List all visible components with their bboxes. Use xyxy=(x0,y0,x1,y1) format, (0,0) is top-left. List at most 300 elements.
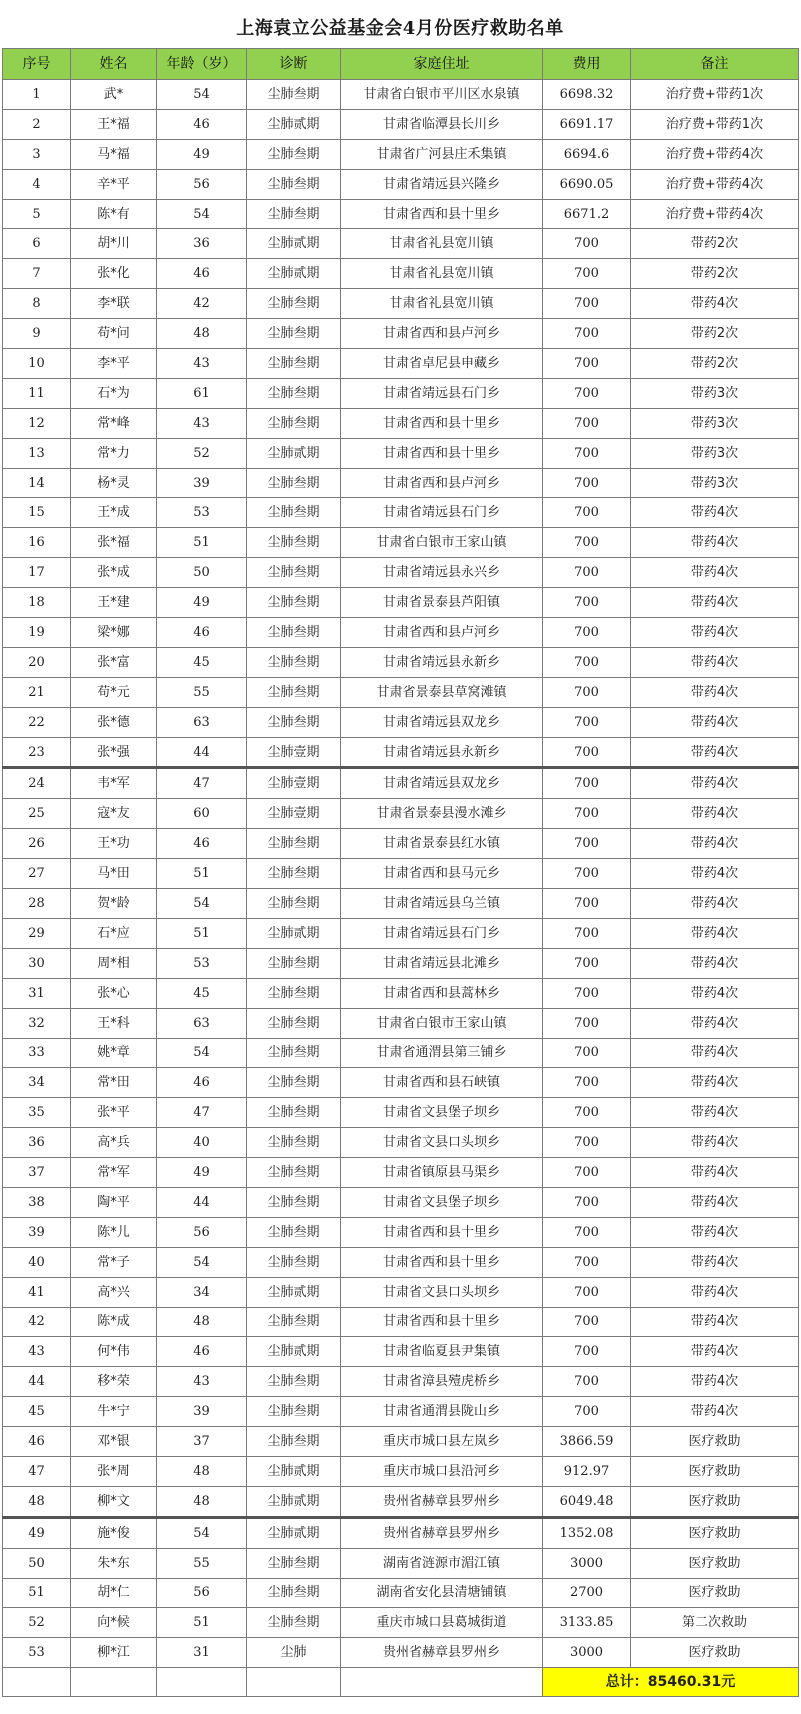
cell-index: 24 xyxy=(3,768,71,799)
table-row xyxy=(3,109,799,139)
cell-diagnosis: 尘肺叁期 xyxy=(247,80,341,110)
cell-remark: 带药4次 xyxy=(631,528,799,558)
table-row xyxy=(3,1456,799,1486)
cell-remark: 医疗救助 xyxy=(631,1548,799,1578)
cell-name: 张*福 xyxy=(71,528,157,558)
cell-address: 甘肃省漳县殪虎桥乡 xyxy=(341,1367,543,1397)
table-row xyxy=(3,829,799,859)
cell-name: 张*周 xyxy=(71,1456,157,1486)
cell-index: 44 xyxy=(3,1367,71,1397)
cell-name: 牛*宁 xyxy=(71,1397,157,1427)
cell-remark: 带药4次 xyxy=(631,588,799,618)
page-title: 上海袁立公益基金会4月份医疗救助名单 xyxy=(236,18,564,39)
cell-diagnosis: 尘肺叁期 xyxy=(247,1608,341,1638)
cell-address: 甘肃省西和县十里乡 xyxy=(341,1217,543,1247)
cell-age: 54 xyxy=(157,199,247,229)
cell-name: 韦*军 xyxy=(71,768,157,799)
cell-address: 甘肃省白银市王家山镇 xyxy=(341,1008,543,1038)
cell-address: 重庆市城口县左岚乡 xyxy=(341,1427,543,1457)
cell-age: 48 xyxy=(157,1486,247,1517)
cell-age: 44 xyxy=(157,1187,247,1217)
cell-age: 55 xyxy=(157,677,247,707)
cell-diagnosis: 尘肺贰期 xyxy=(247,1337,341,1367)
cell-cost: 700 xyxy=(543,768,631,799)
cell-cost: 700 xyxy=(543,737,631,768)
cell-age: 42 xyxy=(157,289,247,319)
cell-diagnosis: 尘肺叁期 xyxy=(247,1367,341,1397)
cell-address: 甘肃省靖远县兴隆乡 xyxy=(341,169,543,199)
cell-address: 甘肃省西和县卢河乡 xyxy=(341,468,543,498)
cell-index: 13 xyxy=(3,438,71,468)
table-row xyxy=(3,169,799,199)
cell-name: 石*为 xyxy=(71,378,157,408)
cell-remark: 带药4次 xyxy=(631,859,799,889)
cell-remark: 带药4次 xyxy=(631,1158,799,1188)
cell-address: 甘肃省西和县马元乡 xyxy=(341,859,543,889)
cell-cost: 2700 xyxy=(543,1578,631,1608)
cell-age: 46 xyxy=(157,1337,247,1367)
cell-remark: 第二次救助 xyxy=(631,1608,799,1638)
cell-diagnosis: 尘肺叁期 xyxy=(247,349,341,379)
cell-age: 49 xyxy=(157,139,247,169)
cell-remark: 带药4次 xyxy=(631,1038,799,1068)
cell-address: 甘肃省靖远县永兴乡 xyxy=(341,558,543,588)
cell-diagnosis: 尘肺壹期 xyxy=(247,737,341,768)
cell-address: 甘肃省白银市王家山镇 xyxy=(341,528,543,558)
spreadsheet xyxy=(2,0,798,1714)
cell-name: 施*俊 xyxy=(71,1517,157,1548)
cell-age: 48 xyxy=(157,319,247,349)
cell-index: 18 xyxy=(3,588,71,618)
cell-diagnosis: 尘肺贰期 xyxy=(247,229,341,259)
cell-cost: 700 xyxy=(543,1008,631,1038)
cell-index: 46 xyxy=(3,1427,71,1457)
cell-index: 9 xyxy=(3,319,71,349)
cell-remark: 治疗费+带药4次 xyxy=(631,169,799,199)
cell-diagnosis: 尘肺叁期 xyxy=(247,1247,341,1277)
table-row xyxy=(3,438,799,468)
cell-index: 48 xyxy=(3,1486,71,1517)
table-row xyxy=(3,707,799,737)
cell-index: 37 xyxy=(3,1158,71,1188)
header-cell-remark: 备注 xyxy=(631,49,799,80)
cell-name: 王*福 xyxy=(71,109,157,139)
cell-diagnosis: 尘肺叁期 xyxy=(247,1158,341,1188)
cell-address: 甘肃省西和县十里乡 xyxy=(341,408,543,438)
cell-remark: 带药3次 xyxy=(631,468,799,498)
cell-address: 甘肃省西和县十里乡 xyxy=(341,1247,543,1277)
cell-remark: 带药4次 xyxy=(631,948,799,978)
cell-index: 14 xyxy=(3,468,71,498)
cell-remark: 医疗救助 xyxy=(631,1517,799,1548)
cell-cost: 700 xyxy=(543,588,631,618)
cell-index: 34 xyxy=(3,1068,71,1098)
cell-remark: 带药4次 xyxy=(631,1098,799,1128)
cell-index: 12 xyxy=(3,408,71,438)
cell-cost: 700 xyxy=(543,1367,631,1397)
cell-cost: 700 xyxy=(543,707,631,737)
cell-name: 陶*平 xyxy=(71,1187,157,1217)
cell-diagnosis: 尘肺贰期 xyxy=(247,1277,341,1307)
table-row xyxy=(3,1367,799,1397)
cell-name: 苟*元 xyxy=(71,677,157,707)
table-row xyxy=(3,1217,799,1247)
cell-remark: 带药4次 xyxy=(631,737,799,768)
cell-name: 常*军 xyxy=(71,1158,157,1188)
cell-index: 36 xyxy=(3,1128,71,1158)
cell-remark: 带药4次 xyxy=(631,889,799,919)
cell-name: 姚*章 xyxy=(71,1038,157,1068)
cell-index: 4 xyxy=(3,169,71,199)
cell-index: 35 xyxy=(3,1098,71,1128)
cell-index: 10 xyxy=(3,349,71,379)
cell-diagnosis: 尘肺叁期 xyxy=(247,677,341,707)
table-row xyxy=(3,1277,799,1307)
cell-diagnosis: 尘肺叁期 xyxy=(247,199,341,229)
cell-diagnosis: 尘肺叁期 xyxy=(247,378,341,408)
cell-index: 42 xyxy=(3,1307,71,1337)
cell-remark: 带药3次 xyxy=(631,378,799,408)
header-cell-name: 姓名 xyxy=(71,49,157,80)
cell-index: 47 xyxy=(3,1456,71,1486)
cell-address: 甘肃省礼县宽川镇 xyxy=(341,289,543,319)
cell-name: 周*相 xyxy=(71,948,157,978)
cell-name: 陈*有 xyxy=(71,199,157,229)
cell-address: 甘肃省卓尼县申藏乡 xyxy=(341,349,543,379)
cell-remark: 带药4次 xyxy=(631,1187,799,1217)
table-row xyxy=(3,1068,799,1098)
cell-remark: 带药4次 xyxy=(631,618,799,648)
cell-age: 39 xyxy=(157,1397,247,1427)
cell-remark: 带药2次 xyxy=(631,229,799,259)
table-row xyxy=(3,1638,799,1668)
table-row xyxy=(3,528,799,558)
cell-diagnosis: 尘肺叁期 xyxy=(247,588,341,618)
cell-cost: 700 xyxy=(543,647,631,677)
cell-address: 甘肃省靖远县永新乡 xyxy=(341,737,543,768)
cell-cost: 700 xyxy=(543,259,631,289)
total-empty-cell xyxy=(71,1668,157,1697)
cell-diagnosis: 尘肺贰期 xyxy=(247,1517,341,1548)
cell-diagnosis: 尘肺叁期 xyxy=(247,1427,341,1457)
cell-age: 63 xyxy=(157,1008,247,1038)
cell-name: 贺*龄 xyxy=(71,889,157,919)
cell-address: 甘肃省西和县十里乡 xyxy=(341,1307,543,1337)
cell-cost: 6690.05 xyxy=(543,169,631,199)
cell-name: 辛*平 xyxy=(71,169,157,199)
cell-remark: 治疗费+带药1次 xyxy=(631,80,799,110)
cell-name: 高*兵 xyxy=(71,1128,157,1158)
cell-age: 36 xyxy=(157,229,247,259)
cell-address: 甘肃省靖远县双龙乡 xyxy=(341,707,543,737)
cell-address: 重庆市城口县沿河乡 xyxy=(341,1456,543,1486)
cell-address: 甘肃省临夏县尹集镇 xyxy=(341,1337,543,1367)
cell-index: 21 xyxy=(3,677,71,707)
cell-name: 何*伟 xyxy=(71,1337,157,1367)
table-row xyxy=(3,1427,799,1457)
cell-age: 54 xyxy=(157,889,247,919)
cell-cost: 700 xyxy=(543,1128,631,1158)
total-empty-cell xyxy=(341,1668,543,1697)
cell-age: 46 xyxy=(157,1068,247,1098)
cell-age: 39 xyxy=(157,468,247,498)
cell-address: 甘肃省广河县庄禾集镇 xyxy=(341,139,543,169)
cell-diagnosis: 尘肺叁期 xyxy=(247,528,341,558)
cell-name: 胡*仁 xyxy=(71,1578,157,1608)
cell-index: 52 xyxy=(3,1608,71,1638)
table-row xyxy=(3,1187,799,1217)
cell-name: 陈*成 xyxy=(71,1307,157,1337)
cell-diagnosis: 尘肺叁期 xyxy=(247,829,341,859)
cell-remark: 带药4次 xyxy=(631,1128,799,1158)
cell-age: 52 xyxy=(157,438,247,468)
cell-remark: 带药4次 xyxy=(631,768,799,799)
cell-name: 高*兴 xyxy=(71,1277,157,1307)
cell-age: 53 xyxy=(157,948,247,978)
cell-diagnosis: 尘肺 xyxy=(247,1638,341,1668)
table-row xyxy=(3,588,799,618)
cell-remark: 带药4次 xyxy=(631,498,799,528)
cell-address: 重庆市城口县葛城街道 xyxy=(341,1608,543,1638)
cell-remark: 医疗救助 xyxy=(631,1427,799,1457)
cell-name: 胡*川 xyxy=(71,229,157,259)
cell-index: 33 xyxy=(3,1038,71,1068)
cell-address: 甘肃省景泰县草窝滩镇 xyxy=(341,677,543,707)
cell-remark: 医疗救助 xyxy=(631,1456,799,1486)
cell-cost: 700 xyxy=(543,1247,631,1277)
cell-index: 5 xyxy=(3,199,71,229)
cell-age: 34 xyxy=(157,1277,247,1307)
cell-address: 湖南省涟源市湄江镇 xyxy=(341,1548,543,1578)
cell-cost: 6694.6 xyxy=(543,139,631,169)
cell-remark: 医疗救助 xyxy=(631,1486,799,1517)
cell-cost: 700 xyxy=(543,408,631,438)
cell-age: 43 xyxy=(157,349,247,379)
cell-index: 30 xyxy=(3,948,71,978)
cell-cost: 700 xyxy=(543,1158,631,1188)
cell-index: 40 xyxy=(3,1247,71,1277)
total-empty-cell xyxy=(3,1668,71,1697)
table-row xyxy=(3,1397,799,1427)
cell-name: 寇*友 xyxy=(71,799,157,829)
cell-age: 55 xyxy=(157,1548,247,1578)
total-amount: 总计：85460.31元 xyxy=(543,1668,799,1697)
cell-cost: 1352.08 xyxy=(543,1517,631,1548)
cell-name: 李*平 xyxy=(71,349,157,379)
cell-address: 甘肃省景泰县芦阳镇 xyxy=(341,588,543,618)
cell-name: 马*田 xyxy=(71,859,157,889)
cell-age: 56 xyxy=(157,169,247,199)
cell-address: 甘肃省景泰县红水镇 xyxy=(341,829,543,859)
cell-index: 20 xyxy=(3,647,71,677)
cell-remark: 带药4次 xyxy=(631,1247,799,1277)
cell-diagnosis: 尘肺贰期 xyxy=(247,109,341,139)
cell-age: 51 xyxy=(157,528,247,558)
cell-index: 8 xyxy=(3,289,71,319)
table-row xyxy=(3,1158,799,1188)
cell-address: 甘肃省礼县宽川镇 xyxy=(341,259,543,289)
cell-index: 26 xyxy=(3,829,71,859)
table-row xyxy=(3,647,799,677)
cell-address: 甘肃省西和县卢河乡 xyxy=(341,618,543,648)
cell-address: 甘肃省西和县十里乡 xyxy=(341,438,543,468)
cell-index: 29 xyxy=(3,918,71,948)
cell-age: 49 xyxy=(157,588,247,618)
cell-name: 武* xyxy=(71,80,157,110)
cell-cost: 700 xyxy=(543,677,631,707)
table-row xyxy=(3,618,799,648)
cell-age: 45 xyxy=(157,978,247,1008)
cell-name: 李*联 xyxy=(71,289,157,319)
cell-diagnosis: 尘肺叁期 xyxy=(247,1038,341,1068)
cell-age: 40 xyxy=(157,1128,247,1158)
table-row xyxy=(3,799,799,829)
cell-age: 63 xyxy=(157,707,247,737)
cell-remark: 带药4次 xyxy=(631,289,799,319)
cell-cost: 6691.17 xyxy=(543,109,631,139)
cell-age: 51 xyxy=(157,918,247,948)
cell-address: 甘肃省通渭县陇山乡 xyxy=(341,1397,543,1427)
table-row xyxy=(3,229,799,259)
cell-diagnosis: 尘肺叁期 xyxy=(247,978,341,1008)
cell-age: 37 xyxy=(157,1427,247,1457)
table-row xyxy=(3,677,799,707)
cell-diagnosis: 尘肺贰期 xyxy=(247,438,341,468)
cell-cost: 3866.59 xyxy=(543,1427,631,1457)
cell-cost: 700 xyxy=(543,799,631,829)
cell-name: 邓*银 xyxy=(71,1427,157,1457)
table-row xyxy=(3,289,799,319)
cell-remark: 带药4次 xyxy=(631,918,799,948)
cell-remark: 治疗费+带药1次 xyxy=(631,109,799,139)
cell-age: 46 xyxy=(157,259,247,289)
cell-cost: 700 xyxy=(543,1068,631,1098)
cell-address: 甘肃省通渭县第三铺乡 xyxy=(341,1038,543,1068)
cell-cost: 6049.48 xyxy=(543,1486,631,1517)
cell-age: 60 xyxy=(157,799,247,829)
table-row xyxy=(3,1247,799,1277)
header-cell-index: 序号 xyxy=(3,49,71,80)
cell-age: 43 xyxy=(157,1367,247,1397)
cell-cost: 700 xyxy=(543,1337,631,1367)
cell-cost: 700 xyxy=(543,829,631,859)
table-row xyxy=(3,259,799,289)
cell-cost: 3133.85 xyxy=(543,1608,631,1638)
cell-diagnosis: 尘肺叁期 xyxy=(247,1548,341,1578)
cell-name: 王*成 xyxy=(71,498,157,528)
cell-diagnosis: 尘肺贰期 xyxy=(247,259,341,289)
table-row xyxy=(3,1517,799,1548)
cell-address: 甘肃省镇原县马渠乡 xyxy=(341,1158,543,1188)
cell-diagnosis: 尘肺叁期 xyxy=(247,1128,341,1158)
cell-diagnosis: 尘肺叁期 xyxy=(247,1307,341,1337)
cell-cost: 700 xyxy=(543,1277,631,1307)
cell-diagnosis: 尘肺叁期 xyxy=(247,289,341,319)
aid-list-table xyxy=(2,48,799,1697)
cell-index: 28 xyxy=(3,889,71,919)
cell-address: 甘肃省文县堡子坝乡 xyxy=(341,1098,543,1128)
cell-remark: 带药3次 xyxy=(631,408,799,438)
cell-address: 甘肃省靖远县石门乡 xyxy=(341,378,543,408)
cell-remark: 带药4次 xyxy=(631,1307,799,1337)
cell-index: 3 xyxy=(3,139,71,169)
cell-remark: 带药4次 xyxy=(631,1337,799,1367)
cell-cost: 700 xyxy=(543,438,631,468)
cell-diagnosis: 尘肺叁期 xyxy=(247,1068,341,1098)
table-row xyxy=(3,1307,799,1337)
cell-name: 王*建 xyxy=(71,588,157,618)
cell-cost: 700 xyxy=(543,289,631,319)
cell-index: 53 xyxy=(3,1638,71,1668)
cell-cost: 912.97 xyxy=(543,1456,631,1486)
cell-remark: 带药4次 xyxy=(631,558,799,588)
cell-remark: 带药2次 xyxy=(631,349,799,379)
cell-index: 25 xyxy=(3,799,71,829)
cell-diagnosis: 尘肺叁期 xyxy=(247,1008,341,1038)
cell-address: 甘肃省靖远县北滩乡 xyxy=(341,948,543,978)
cell-name: 朱*东 xyxy=(71,1548,157,1578)
cell-index: 17 xyxy=(3,558,71,588)
cell-name: 柳*文 xyxy=(71,1486,157,1517)
table-row xyxy=(3,558,799,588)
cell-diagnosis: 尘肺叁期 xyxy=(247,618,341,648)
cell-age: 46 xyxy=(157,829,247,859)
cell-name: 梁*娜 xyxy=(71,618,157,648)
cell-index: 15 xyxy=(3,498,71,528)
cell-name: 王*功 xyxy=(71,829,157,859)
cell-remark: 带药4次 xyxy=(631,799,799,829)
cell-index: 11 xyxy=(3,378,71,408)
table-row xyxy=(3,468,799,498)
cell-name: 杨*灵 xyxy=(71,468,157,498)
cell-diagnosis: 尘肺壹期 xyxy=(247,799,341,829)
cell-remark: 带药4次 xyxy=(631,1397,799,1427)
cell-address: 甘肃省景泰县漫水滩乡 xyxy=(341,799,543,829)
cell-age: 31 xyxy=(157,1638,247,1668)
cell-name: 张*心 xyxy=(71,978,157,1008)
cell-cost: 700 xyxy=(543,349,631,379)
table-row xyxy=(3,319,799,349)
cell-address: 甘肃省文县堡子坝乡 xyxy=(341,1187,543,1217)
cell-address: 湖南省安化县清塘铺镇 xyxy=(341,1578,543,1608)
cell-address: 甘肃省西和县蒿林乡 xyxy=(341,978,543,1008)
table-row xyxy=(3,1098,799,1128)
header-cell-diagnosis: 诊断 xyxy=(247,49,341,80)
cell-cost: 3000 xyxy=(543,1638,631,1668)
cell-name: 马*福 xyxy=(71,139,157,169)
cell-diagnosis: 尘肺叁期 xyxy=(247,1397,341,1427)
cell-diagnosis: 尘肺贰期 xyxy=(247,918,341,948)
cell-index: 43 xyxy=(3,1337,71,1367)
cell-index: 39 xyxy=(3,1217,71,1247)
cell-diagnosis: 尘肺叁期 xyxy=(247,169,341,199)
cell-diagnosis: 尘肺贰期 xyxy=(247,1486,341,1517)
cell-address: 甘肃省临潭县长川乡 xyxy=(341,109,543,139)
cell-diagnosis: 尘肺贰期 xyxy=(247,1456,341,1486)
cell-diagnosis: 尘肺叁期 xyxy=(247,889,341,919)
cell-name: 张*富 xyxy=(71,647,157,677)
cell-cost: 700 xyxy=(543,948,631,978)
cell-age: 56 xyxy=(157,1217,247,1247)
table-row xyxy=(3,1008,799,1038)
cell-diagnosis: 尘肺叁期 xyxy=(247,948,341,978)
cell-address: 甘肃省文县口头坝乡 xyxy=(341,1277,543,1307)
cell-cost: 700 xyxy=(543,1307,631,1337)
cell-index: 32 xyxy=(3,1008,71,1038)
cell-diagnosis: 尘肺叁期 xyxy=(247,139,341,169)
table-row xyxy=(3,1128,799,1158)
table-row xyxy=(3,1337,799,1367)
